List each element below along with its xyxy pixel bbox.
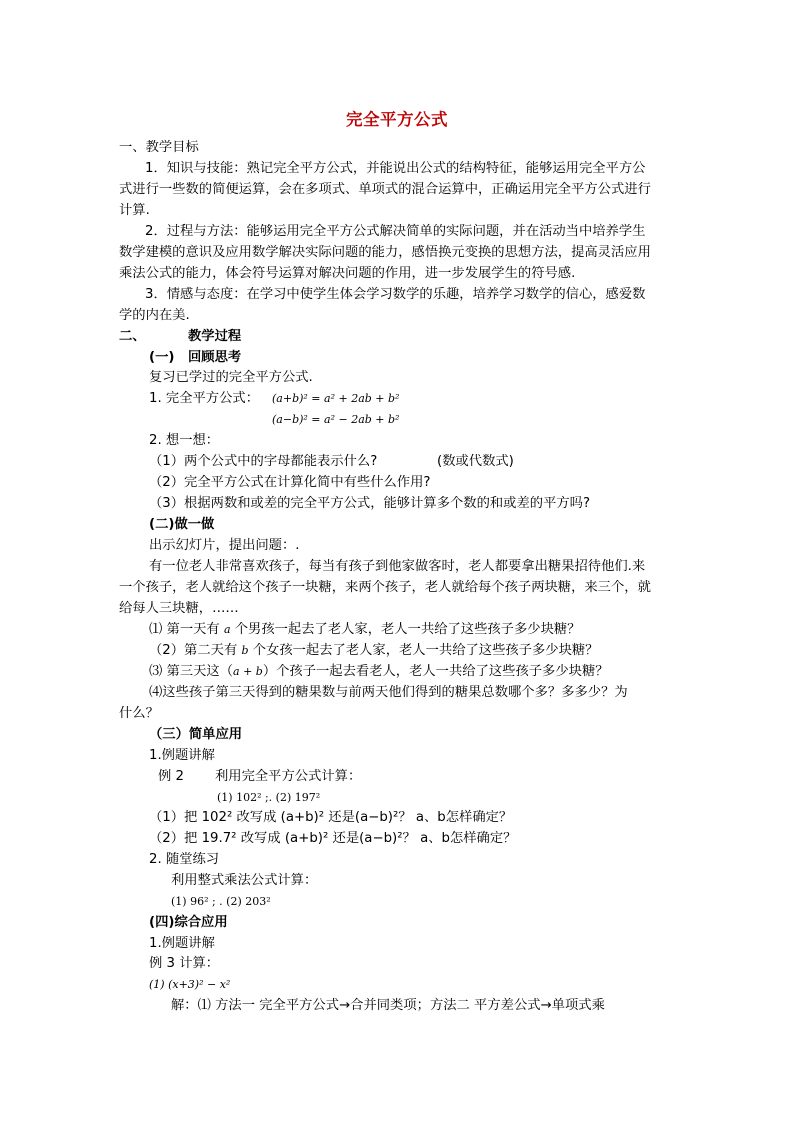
subsection-heading-try: (二)做一做	[149, 517, 215, 532]
subsection-heading-simple-application: （三）简单应用	[149, 727, 243, 742]
problem-1-prefix: ⑴ 第一天有	[149, 622, 224, 637]
question-3: （3）根据两数和或差的完全平方公式，能够计算多个数的和或差的平方吗?	[149, 496, 591, 511]
practice-heading: 2. 随堂练习	[149, 852, 220, 867]
review-intro: 复习已学过的完全平方公式.	[149, 370, 313, 385]
problem-1-variable: a	[223, 623, 231, 636]
example-heading: 1.例题讲解	[149, 748, 215, 763]
problem-2-variable: b	[241, 644, 249, 657]
story-line-3: 给每人三块糖，……	[119, 601, 239, 616]
problem-3	[149, 662, 609, 682]
story-line-1: 有一位老人非常喜欢孩子，每当有孩子到他家做客时，老人都要拿出糖果招待他们.来	[149, 559, 646, 574]
goal-3-line-2: 学的内在美.	[119, 308, 190, 323]
problem-3-expression: a + b	[233, 665, 263, 678]
problem-2	[149, 641, 598, 661]
problem-4-line-2: 什么？	[119, 706, 159, 721]
problem-3-suffix: ）个孩子一起去看老人，老人一共给了这些孩子多少块糖？	[262, 664, 609, 679]
problem-3-prefix: ⑶ 第三天这（	[149, 664, 234, 679]
goal-2-line-3: 乘法公式的能力，体会符号运算对解决问题的作用，进一步发展学生的符号感.	[119, 266, 576, 281]
example-2-question-1: （1）把 102² 改写成 (a+b)² 还是(a−b)²？ a、b怎样确定？	[149, 810, 513, 825]
question-2: （2）完全平方公式在计算化简中有些什么作用?	[149, 475, 431, 490]
solution-line: 解：⑴ 方法一 完全平方公式→合并同类项；方法二 平方差公式→单项式乘	[171, 998, 605, 1013]
formula-sum-square: (a+b)² = a² + 2ab + b²	[272, 392, 400, 405]
example-2-items: (1) 102² ;. (2) 197²	[217, 791, 321, 804]
problem-1-suffix: 个男孩一起去了老人家，老人一共给了这些孩子多少块糖？	[230, 622, 581, 637]
subsection-number-1: (一)	[149, 350, 175, 365]
section-heading-goals: 一、教学目标	[119, 140, 199, 155]
problem-1	[149, 620, 580, 640]
goal-2-line-1: 2．过程与方法：能够运用完全平方公式解决简单的实际问题，并在活动当中培养学生	[145, 224, 646, 239]
slide-intro: 出示幻灯片，提出问题：.	[149, 538, 300, 553]
problem-2-suffix: 个女孩一起去了老人家，老人一共给了这些孩子多少块糖？	[248, 643, 599, 658]
formula-label: 1. 完全平方公式：	[149, 391, 259, 406]
example-2-label: 例 2	[158, 769, 184, 784]
question-1-answer: (数或代数式)	[437, 454, 514, 469]
problem-2-prefix: （2）第二天有	[149, 643, 242, 658]
goal-1-line-3: 计算.	[119, 203, 150, 218]
practice-text: 利用整式乘法公式计算：	[171, 873, 318, 888]
document-title: 完全平方公式	[346, 110, 448, 129]
section-number-process: 二、	[119, 329, 146, 344]
subsection-heading-comprehensive-application: (四)综合应用	[149, 915, 228, 930]
example-heading-2: 1.例题讲解	[149, 936, 215, 951]
goal-3-line-1: 3．情感与态度：在学习中使学生体会学习数学的乐趣，培养学习数学的信心，感爱数	[145, 287, 646, 302]
practice-items: (1) 96² ; . (2) 203²	[171, 895, 271, 908]
formula-difference-square: (a−b)² = a² − 2ab + b²	[272, 413, 400, 426]
goal-1-line-2: 式进行一些数的简便运算，会在多项式、单项式的混合运算中，正确运用完全平方公式进行	[119, 182, 651, 197]
example-3-label: 例 3 计算：	[149, 956, 220, 971]
example-2-text: 利用完全平方公式计算：	[215, 769, 362, 784]
goal-2-line-2: 数学建模的意识及应用数学解决实际问题的能力，感悟换元变换的思想方法，提高灵活应用	[119, 245, 651, 260]
example-3-item: (1) (x+3)² − x²	[149, 978, 231, 991]
think-label: 2. 想一想：	[149, 433, 220, 448]
goal-1-line-1: 1．知识与技能：熟记完全平方公式，并能说出公式的结构特征，能够运用完全平方公	[145, 161, 646, 176]
section-heading-process: 教学过程	[188, 329, 242, 344]
story-line-2: 一个孩子，老人就给这个孩子一块糖，来两个孩子，老人就给每个孩子两块糖，来三个，就	[119, 580, 651, 595]
problem-4-line-1: ⑷这些孩子第三天得到的糖果数与前两天他们得到的糖果总数哪个多？多多少？为	[149, 685, 628, 700]
question-1: （1）两个公式中的字母都能表示什么?	[149, 454, 378, 469]
example-2-question-2: （2）把 19.7² 改写成 (a+b)² 还是(a−b)²？ a、b怎样确定？	[149, 831, 517, 846]
subsection-heading-review: 回顾思考	[188, 350, 242, 365]
